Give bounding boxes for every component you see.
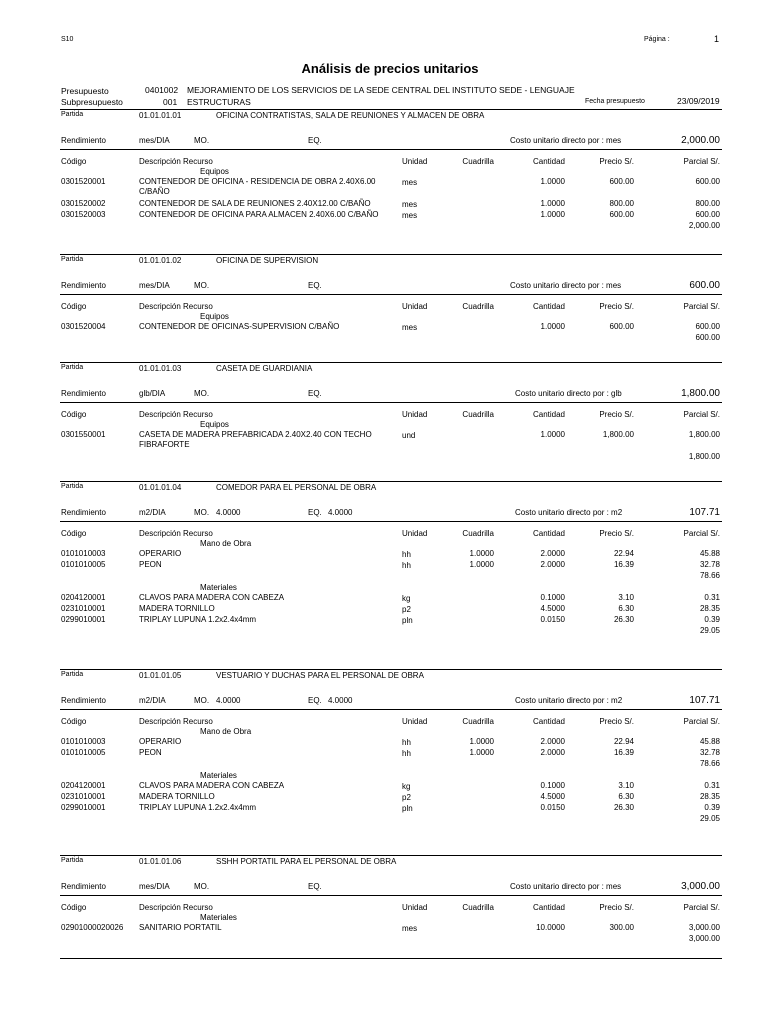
item-parcial: 0.39 xyxy=(704,803,720,812)
item-description: CLAVOS PARA MADERA CON CABEZA xyxy=(139,781,285,790)
document-bottom-rule xyxy=(60,958,722,959)
col-header-descripcion: Descripción Recurso xyxy=(139,410,213,419)
category-label: Equipos xyxy=(200,167,229,176)
item-unit: und xyxy=(402,431,416,440)
item-cantidad: 4.5000 xyxy=(540,604,565,613)
item-description: SANITARIO PORTATIL xyxy=(139,923,222,932)
item-cuadrilla: 1.0000 xyxy=(469,748,494,757)
costo-unitario-label: Costo unitario directo por : mes xyxy=(510,882,622,891)
subpresupuesto-label: Subpresupuesto xyxy=(61,97,123,107)
item-description: TRIPLAY LUPUNA 1.2x2.4x4mm xyxy=(139,615,257,624)
col-header-cuadrilla: Cuadrilla xyxy=(462,717,494,726)
partida-code: 01.01.01.01 xyxy=(139,111,182,120)
col-header-cantidad: Cantidad xyxy=(532,903,565,912)
mo-label: MO. xyxy=(194,882,210,891)
item-unit: hh xyxy=(402,738,411,747)
partida-name: SSHH PORTATIL PARA EL PERSONAL DE OBRA xyxy=(216,857,397,866)
fecha-value: 23/09/2019 xyxy=(677,96,720,106)
item-cantidad: 1.0000 xyxy=(540,322,565,331)
item-cantidad: 10.0000 xyxy=(536,923,565,932)
item-precio: 1,800.00 xyxy=(602,430,634,439)
report-code: S10 xyxy=(61,36,74,43)
section-header-rule xyxy=(60,709,722,710)
presupuesto-code: 0401002 xyxy=(145,85,179,95)
item-cantidad: 1.0000 xyxy=(540,177,565,186)
item-precio: 3.10 xyxy=(618,781,634,790)
col-header-descripcion: Descripción Recurso xyxy=(139,529,213,538)
item-code: 0301520003 xyxy=(61,210,106,219)
group-subtotal: 2,000.00 xyxy=(688,221,720,230)
costo-unitario-label: Costo unitario directo por : mes xyxy=(510,136,622,145)
costo-unitario-value: 107.71 xyxy=(689,507,720,518)
rendimiento-unit: glb/DIA xyxy=(139,389,166,398)
partida-code: 01.01.01.06 xyxy=(139,857,182,866)
rendimiento-label: Rendimiento xyxy=(61,696,106,705)
section-header-rule xyxy=(60,895,722,896)
partida-label: Partida xyxy=(61,671,84,678)
partida-code: 01.01.01.02 xyxy=(139,256,182,265)
col-header-parcial: Parcial S/. xyxy=(683,157,720,166)
col-header-codigo: Código xyxy=(61,717,87,726)
col-header-precio: Precio S/. xyxy=(599,302,634,311)
category-label: Equipos xyxy=(200,420,229,429)
mo-label: MO. xyxy=(194,136,210,145)
costo-unitario-value: 600.00 xyxy=(689,280,720,291)
col-header-parcial: Parcial S/. xyxy=(683,903,720,912)
item-cantidad: 1.0000 xyxy=(540,199,565,208)
item-precio: 16.39 xyxy=(613,748,634,757)
eq-label: EQ. xyxy=(308,696,322,705)
item-precio: 600.00 xyxy=(609,177,634,186)
col-header-cantidad: Cantidad xyxy=(532,717,565,726)
category-label: Mano de Obra xyxy=(200,539,252,548)
item-code: 0231010001 xyxy=(61,604,106,613)
item-cuadrilla: 1.0000 xyxy=(469,549,494,558)
col-header-parcial: Parcial S/. xyxy=(683,302,720,311)
item-unit: p2 xyxy=(402,793,411,802)
item-description: PEON xyxy=(139,748,162,757)
partida-code: 01.01.01.04 xyxy=(139,483,182,492)
item-precio: 16.39 xyxy=(613,560,634,569)
item-cantidad: 0.0150 xyxy=(540,803,565,812)
costo-unitario-label: Costo unitario directo por : mes xyxy=(510,281,622,290)
group-subtotal: 600.00 xyxy=(695,333,720,342)
item-code: 0204120001 xyxy=(61,781,106,790)
mo-label: MO. xyxy=(194,281,210,290)
col-header-cantidad: Cantidad xyxy=(532,302,565,311)
item-parcial: 600.00 xyxy=(695,177,720,186)
item-cantidad: 2.0000 xyxy=(540,748,565,757)
item-parcial: 800.00 xyxy=(695,199,720,208)
item-precio: 22.94 xyxy=(613,737,634,746)
costo-unitario-value: 1,800.00 xyxy=(681,388,720,399)
category-label: Materiales xyxy=(200,583,237,592)
item-parcial: 28.35 xyxy=(699,604,720,613)
group-subtotal: 29.05 xyxy=(699,814,720,823)
item-code: 0301520001 xyxy=(61,177,106,186)
item-description: CONTENEDOR DE OFICINA - RESIDENCIA DE OBRA 2.40X6.00 xyxy=(139,177,376,186)
item-description: TRIPLAY LUPUNA 1.2x2.4x4mm xyxy=(139,803,257,812)
item-cuadrilla: 1.0000 xyxy=(469,737,494,746)
item-description-cont: C/BAÑO xyxy=(139,187,170,196)
item-code: 0299010001 xyxy=(61,803,106,812)
group-subtotal: 3,000.00 xyxy=(688,934,720,943)
item-cantidad: 1.0000 xyxy=(540,210,565,219)
partida-code: 01.01.01.03 xyxy=(139,364,182,373)
rendimiento-unit: m2/DIA xyxy=(139,696,166,705)
section-top-rule xyxy=(60,109,722,110)
rendimiento-label: Rendimiento xyxy=(61,882,106,891)
section-top-rule xyxy=(60,362,722,363)
item-cantidad: 1.0000 xyxy=(540,430,565,439)
partida-name: OFICINA CONTRATISTAS, SALA DE REUNIONES Y ALMACEN DE OBRA xyxy=(216,111,485,120)
col-header-parcial: Parcial S/. xyxy=(683,410,720,419)
rendimiento-label: Rendimiento xyxy=(61,389,106,398)
mo-label: MO. xyxy=(194,389,210,398)
item-parcial: 600.00 xyxy=(695,322,720,331)
costo-unitario-value: 107.71 xyxy=(689,695,720,706)
item-parcial: 32.78 xyxy=(699,748,720,757)
col-header-unidad: Unidad xyxy=(402,157,428,166)
col-header-descripcion: Descripción Recurso xyxy=(139,717,213,726)
item-description-cont: FIBRAFORTE xyxy=(139,440,190,449)
item-code: 0204120001 xyxy=(61,593,106,602)
col-header-cuadrilla: Cuadrilla xyxy=(462,302,494,311)
costo-unitario-label: Costo unitario directo por : m2 xyxy=(515,508,623,517)
rendimiento-unit: mes/DIA xyxy=(139,136,170,145)
rendimiento-label: Rendimiento xyxy=(61,136,106,145)
item-unit: mes xyxy=(402,211,418,220)
item-parcial: 3,000.00 xyxy=(688,923,720,932)
item-unit: hh xyxy=(402,749,411,758)
item-cantidad: 0.0150 xyxy=(540,615,565,624)
item-description: CASETA DE MADERA PREFABRICADA 2.40X2.40 CON TECHO xyxy=(139,430,372,439)
item-parcial: 0.39 xyxy=(704,615,720,624)
col-header-descripcion: Descripción Recurso xyxy=(139,157,213,166)
col-header-codigo: Código xyxy=(61,903,87,912)
col-header-codigo: Código xyxy=(61,157,87,166)
col-header-precio: Precio S/. xyxy=(599,410,634,419)
item-unit: hh xyxy=(402,550,411,559)
item-description: OPERARIO xyxy=(139,737,182,746)
item-unit: kg xyxy=(402,782,411,791)
item-unit: mes xyxy=(402,323,418,332)
item-code: 02901000020026 xyxy=(61,923,124,932)
mo-value: 4.0000 xyxy=(216,696,241,705)
item-code: 0101010003 xyxy=(61,549,106,558)
col-header-cantidad: Cantidad xyxy=(532,157,565,166)
item-description: MADERA TORNILLO xyxy=(139,792,215,801)
item-parcial: 600.00 xyxy=(695,210,720,219)
group-subtotal: 78.66 xyxy=(699,571,720,580)
item-precio: 26.30 xyxy=(613,615,634,624)
page-label: Página : xyxy=(644,36,670,43)
col-header-cantidad: Cantidad xyxy=(532,529,565,538)
eq-value: 4.0000 xyxy=(328,508,353,517)
category-label: Equipos xyxy=(200,312,229,321)
item-code: 0301520004 xyxy=(61,322,106,331)
eq-label: EQ. xyxy=(308,882,322,891)
item-description: CONTENEDOR DE OFICINAS-SUPERVISION C/BAÑO xyxy=(139,322,340,331)
category-label: Materiales xyxy=(200,913,237,922)
item-unit: mes xyxy=(402,924,418,933)
col-header-precio: Precio S/. xyxy=(599,157,634,166)
item-precio: 26.30 xyxy=(613,803,634,812)
costo-unitario-value: 3,000.00 xyxy=(681,881,720,892)
partida-name: VESTUARIO Y DUCHAS PARA EL PERSONAL DE OBRA xyxy=(216,671,424,680)
rendimiento-unit: mes/DIA xyxy=(139,882,170,891)
col-header-codigo: Código xyxy=(61,529,87,538)
mo-label: MO. xyxy=(194,696,210,705)
item-cantidad: 0.1000 xyxy=(540,781,565,790)
col-header-parcial: Parcial S/. xyxy=(683,529,720,538)
item-precio: 600.00 xyxy=(609,210,634,219)
item-precio: 800.00 xyxy=(609,199,634,208)
item-code: 0101010005 xyxy=(61,748,106,757)
section-top-rule xyxy=(60,855,722,856)
col-header-unidad: Unidad xyxy=(402,302,428,311)
mo-value: 4.0000 xyxy=(216,508,241,517)
rendimiento-label: Rendimiento xyxy=(61,281,106,290)
col-header-codigo: Código xyxy=(61,302,87,311)
col-header-parcial: Parcial S/. xyxy=(683,717,720,726)
item-unit: pln xyxy=(402,616,413,625)
partida-label: Partida xyxy=(61,256,84,263)
col-header-descripcion: Descripción Recurso xyxy=(139,302,213,311)
item-description: PEON xyxy=(139,560,162,569)
item-code: 0299010001 xyxy=(61,615,106,624)
costo-unitario-label: Costo unitario directo por : glb xyxy=(515,389,622,398)
item-code: 0101010003 xyxy=(61,737,106,746)
item-parcial: 28.35 xyxy=(699,792,720,801)
item-cantidad: 2.0000 xyxy=(540,549,565,558)
col-header-cuadrilla: Cuadrilla xyxy=(462,410,494,419)
item-description: CONTENEDOR DE SALA DE REUNIONES 2.40X12.00 C/BAÑO xyxy=(139,199,371,208)
item-precio: 3.10 xyxy=(618,593,634,602)
costo-unitario-label: Costo unitario directo por : m2 xyxy=(515,696,623,705)
col-header-cuadrilla: Cuadrilla xyxy=(462,157,494,166)
item-parcial: 0.31 xyxy=(704,593,720,602)
item-cantidad: 2.0000 xyxy=(540,737,565,746)
section-top-rule xyxy=(60,669,722,670)
category-label: Mano de Obra xyxy=(200,727,252,736)
col-header-unidad: Unidad xyxy=(402,903,428,912)
partida-name: COMEDOR PARA EL PERSONAL DE OBRA xyxy=(216,483,377,492)
item-parcial: 45.88 xyxy=(699,737,720,746)
item-unit: kg xyxy=(402,594,411,603)
rendimiento-label: Rendimiento xyxy=(61,508,106,517)
partida-label: Partida xyxy=(61,364,84,371)
partida-label: Partida xyxy=(61,483,84,490)
item-parcial: 1,800.00 xyxy=(688,430,720,439)
partida-name: CASETA DE GUARDIANIA xyxy=(216,364,313,373)
eq-value: 4.0000 xyxy=(328,696,353,705)
group-subtotal: 78.66 xyxy=(699,759,720,768)
item-unit: pln xyxy=(402,804,413,813)
col-header-unidad: Unidad xyxy=(402,717,428,726)
costo-unitario-value: 2,000.00 xyxy=(681,135,720,146)
section-header-rule xyxy=(60,149,722,150)
group-subtotal: 29.05 xyxy=(699,626,720,635)
col-header-cantidad: Cantidad xyxy=(532,410,565,419)
col-header-codigo: Código xyxy=(61,410,87,419)
section-header-rule xyxy=(60,402,722,403)
item-unit: mes xyxy=(402,200,418,209)
mo-label: MO. xyxy=(194,508,210,517)
item-cantidad: 0.1000 xyxy=(540,593,565,602)
item-parcial: 45.88 xyxy=(699,549,720,558)
section-top-rule xyxy=(60,481,722,482)
item-cuadrilla: 1.0000 xyxy=(469,560,494,569)
item-cantidad: 2.0000 xyxy=(540,560,565,569)
fecha-label: Fecha presupuesto xyxy=(585,98,645,105)
section-header-rule xyxy=(60,294,722,295)
item-description: MADERA TORNILLO xyxy=(139,604,215,613)
eq-label: EQ. xyxy=(308,281,322,290)
item-cantidad: 4.5000 xyxy=(540,792,565,801)
category-label: Materiales xyxy=(200,771,237,780)
partida-code: 01.01.01.05 xyxy=(139,671,182,680)
item-description: OPERARIO xyxy=(139,549,182,558)
eq-label: EQ. xyxy=(308,508,322,517)
page-title: Análisis de precios unitarios xyxy=(301,61,479,76)
presupuesto-name: MEJORAMIENTO DE LOS SERVICIOS DE LA SEDE CENTRAL DEL INSTITUTO SEDE - LENGUAJE xyxy=(187,85,575,95)
item-parcial: 32.78 xyxy=(699,560,720,569)
page-number: 1 xyxy=(714,34,720,44)
item-description: CONTENEDOR DE OFICINA PARA ALMACEN 2.40X6.00 C/BAÑO xyxy=(139,210,379,219)
item-precio: 22.94 xyxy=(613,549,634,558)
col-header-cuadrilla: Cuadrilla xyxy=(462,903,494,912)
col-header-unidad: Unidad xyxy=(402,410,428,419)
subpresupuesto-code: 001 xyxy=(163,97,178,107)
col-header-cuadrilla: Cuadrilla xyxy=(462,529,494,538)
item-description: CLAVOS PARA MADERA CON CABEZA xyxy=(139,593,285,602)
item-unit: hh xyxy=(402,561,411,570)
item-code: 0301550001 xyxy=(61,430,106,439)
rendimiento-unit: m2/DIA xyxy=(139,508,166,517)
item-unit: mes xyxy=(402,178,418,187)
subpresupuesto-name: ESTRUCTURAS xyxy=(187,97,251,107)
presupuesto-label: Presupuesto xyxy=(61,86,109,96)
eq-label: EQ. xyxy=(308,389,322,398)
group-subtotal: 1,800.00 xyxy=(688,452,720,461)
col-header-precio: Precio S/. xyxy=(599,717,634,726)
col-header-precio: Precio S/. xyxy=(599,529,634,538)
item-unit: p2 xyxy=(402,605,411,614)
section-header-rule xyxy=(60,521,722,522)
eq-label: EQ. xyxy=(308,136,322,145)
partida-name: OFICINA DE SUPERVISION xyxy=(216,256,319,265)
col-header-unidad: Unidad xyxy=(402,529,428,538)
item-precio: 6.30 xyxy=(618,792,634,801)
item-precio: 6.30 xyxy=(618,604,634,613)
item-code: 0101010005 xyxy=(61,560,106,569)
section-top-rule xyxy=(60,254,722,255)
rendimiento-unit: mes/DIA xyxy=(139,281,170,290)
item-precio: 300.00 xyxy=(609,923,634,932)
item-parcial: 0.31 xyxy=(704,781,720,790)
partida-label: Partida xyxy=(61,111,84,118)
col-header-descripcion: Descripción Recurso xyxy=(139,903,213,912)
partida-label: Partida xyxy=(61,857,84,864)
col-header-precio: Precio S/. xyxy=(599,903,634,912)
item-code: 0301520002 xyxy=(61,199,106,208)
item-code: 0231010001 xyxy=(61,792,106,801)
item-precio: 600.00 xyxy=(609,322,634,331)
